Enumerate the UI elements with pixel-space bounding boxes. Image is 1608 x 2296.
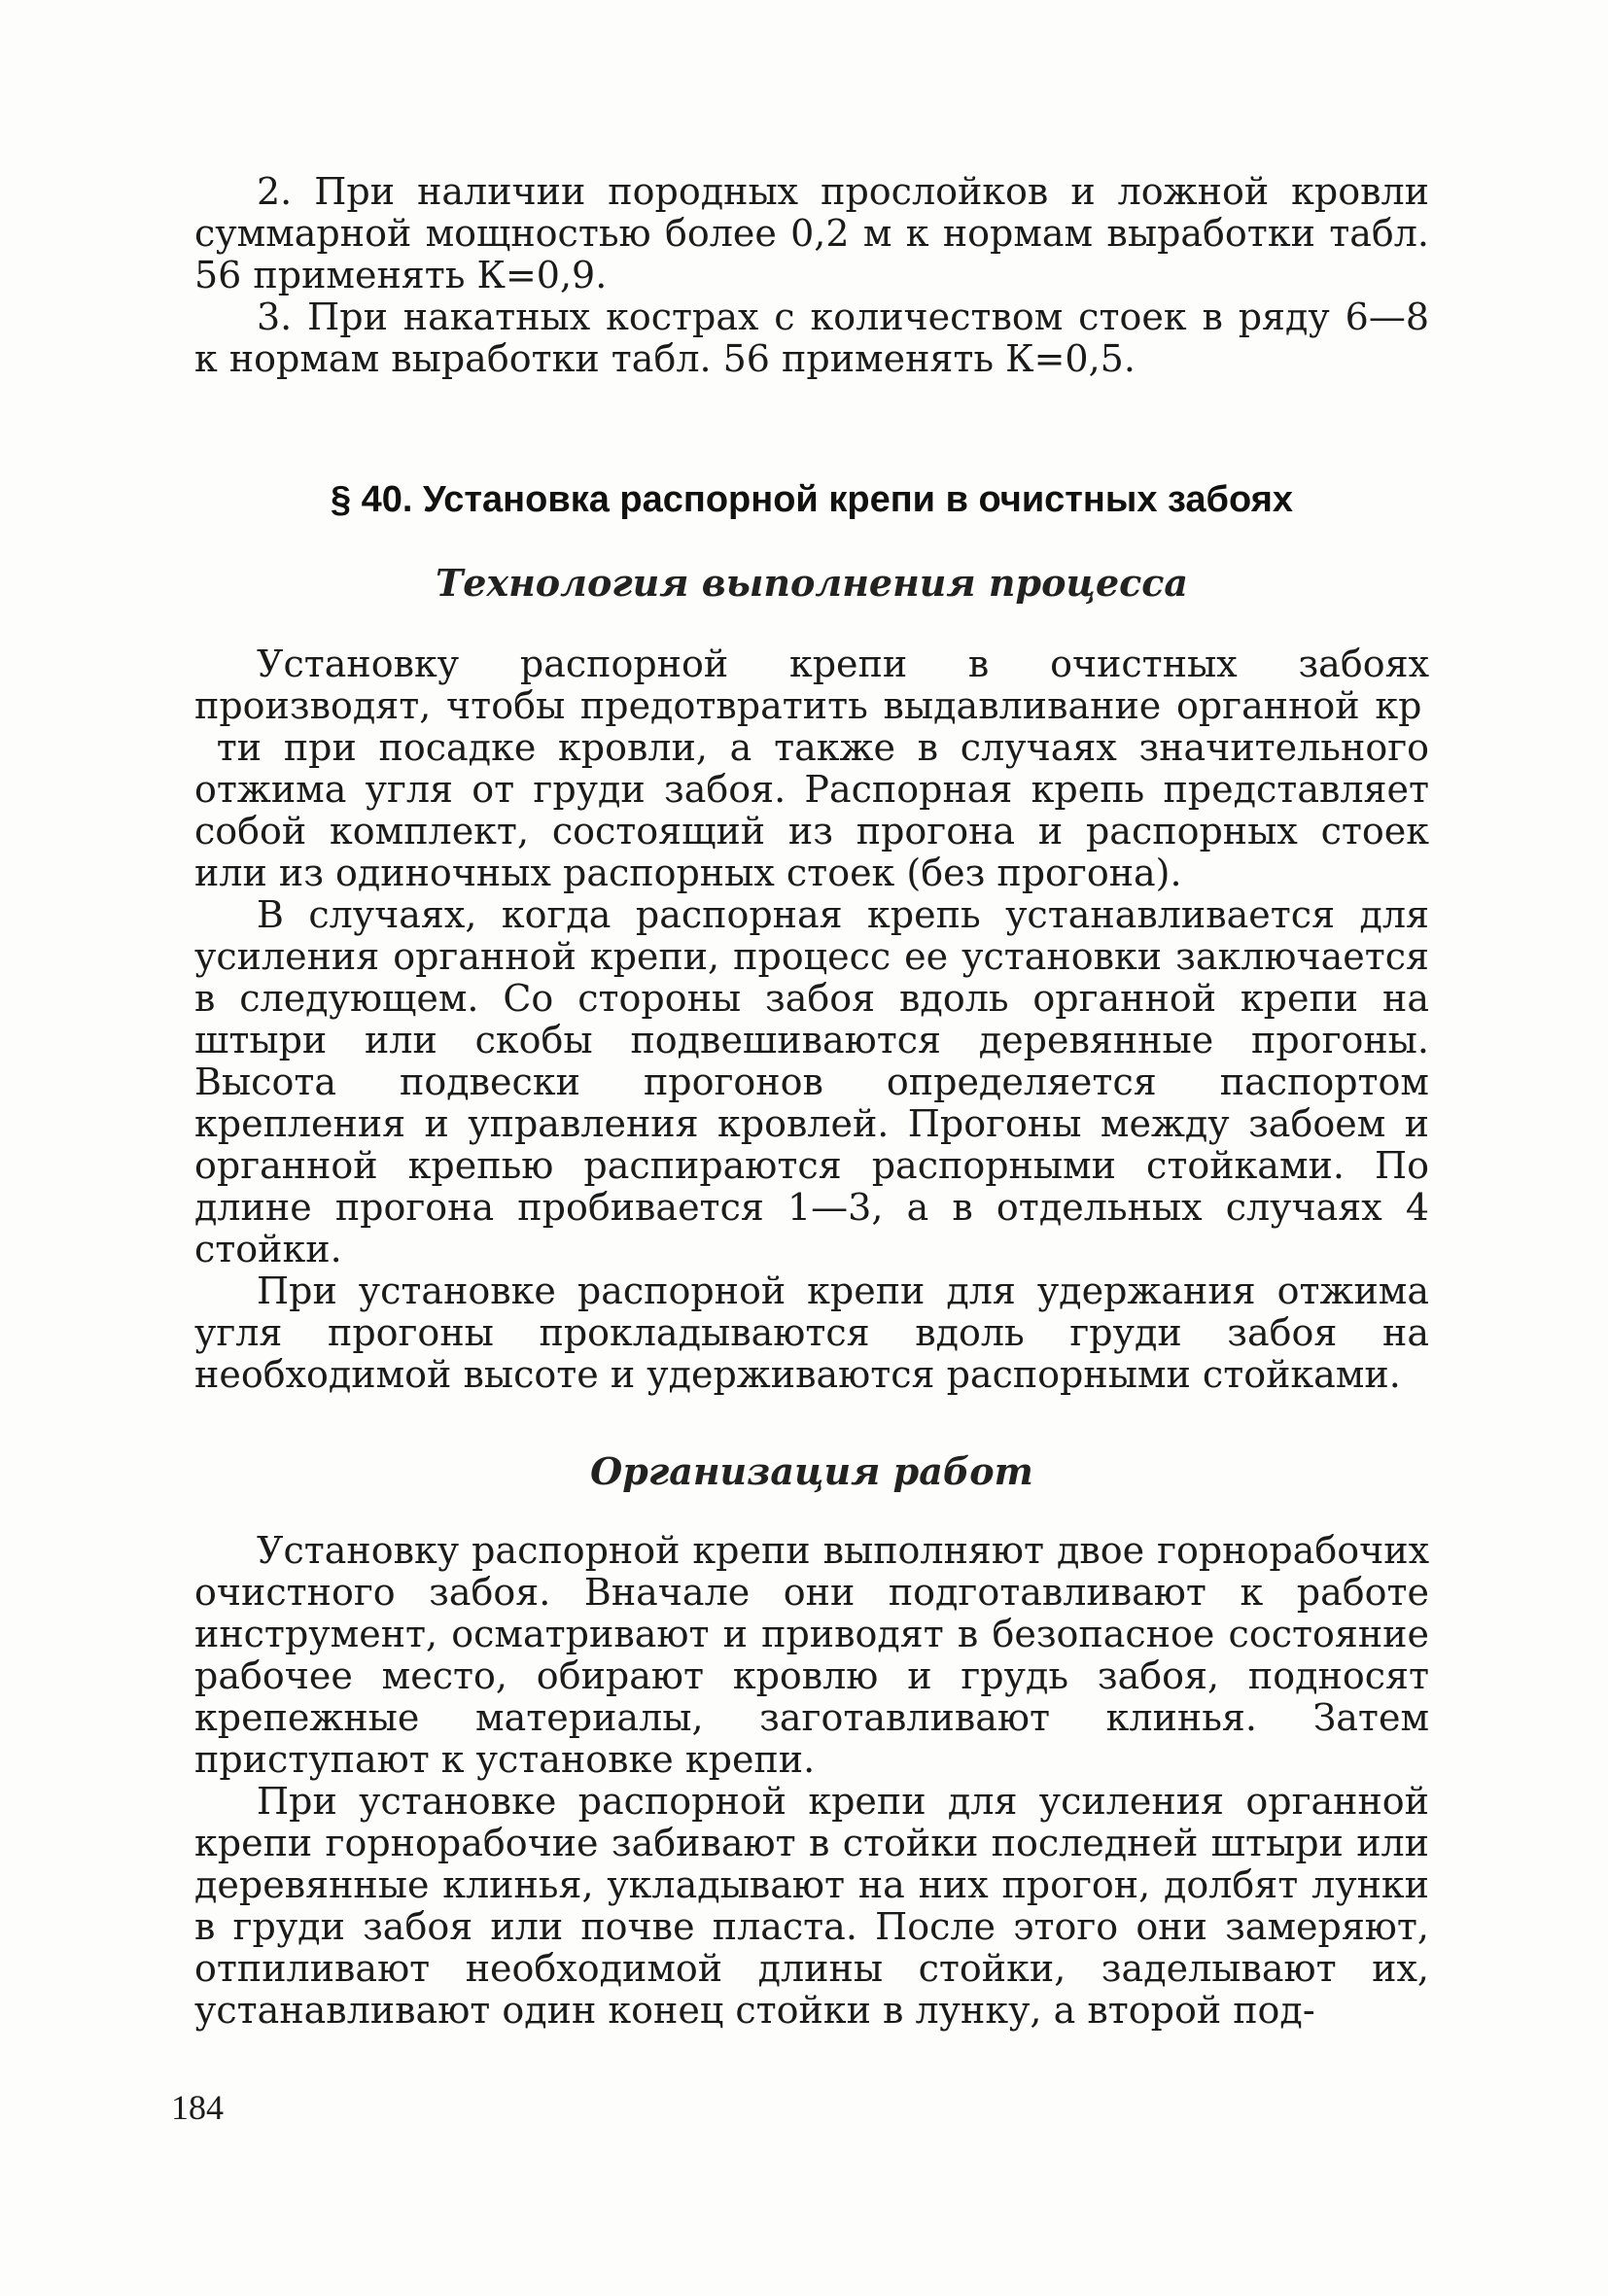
subsection-title: Технология выполнения процесса xyxy=(435,561,1189,605)
paragraph: Установку распорной крепи выполняют двое горнорабочих очистного забоя. Вначале они подготавливают к работе инструмент, осматривают и приводят в безопасное состояние рабочее место, обирают кровлю и грудь забоя, подносят крепежные материалы, заготавливают клинья. Затем приступают к установке крепи. xyxy=(194,1529,1429,1781)
note-2: 2. При наличии породных прослойков и ложной кровли суммарной мощностью более 0,2 м к нормам выработки табл. 56 применять К=0,9. xyxy=(194,170,1429,296)
subsection-organization xyxy=(194,1449,1429,1494)
subsection-technology xyxy=(194,561,1429,606)
paragraph: Установку распорной крепи в очистных забоях производят, чтобы предотвратить выдавливание органной кр ти при посадке кровли, а также в случаях значительного отжима угля от груди забоя. Распорная крепь представляет собой комплект, состоящий из прогона и распорных стоек или из одиночных распорных стоек (без прогона). xyxy=(194,643,1429,894)
section-header-block xyxy=(194,477,1429,522)
subsection-organization-body xyxy=(194,1530,1429,2032)
table-notes xyxy=(194,171,1429,380)
page-number: 184 xyxy=(171,2088,224,2127)
subsection-technology-body xyxy=(194,644,1429,1396)
section-heading: § 40. Установка распорной крепи в очистных забоях xyxy=(330,479,1294,520)
note-3: 3. При накатных кострах с количеством стоек в ряду 6—8 к нормам выработки табл. 56 применять К=0,5. xyxy=(194,296,1429,380)
paragraph: В случаях, когда распорная крепь устанавливается для усиления органной крепи, процесс ее установки заключается в следующем. Со стороны забоя вдоль органной крепи на штыри или скобы подвешиваются деревянные прогоны. Высота подвески прогонов определяется паспортом крепления и управления кровлей. Прогоны между забоем и органной крепью распираются распорными стойками. По длине прогона пробивается 1—3, а в отдельных случаях 4 стойки. xyxy=(194,893,1429,1270)
subsection-title: Организация работ xyxy=(590,1449,1033,1493)
paragraph: При установке распорной крепи для удержания отжима угля прогоны прокладываются вдоль груди забоя на необходимой высоте и удерживаются распорными стойками. xyxy=(194,1270,1429,1396)
paragraph: При установке распорной крепи для усиления органной крепи горнорабочие забивают в стойки последней штыри или деревянные клинья, укладывают на них прогон, долбят лунки в груди забоя или почве пласта. После этого они замеряют, отпиливают необходимой длины стойки, заделывают их, устанавливают один конец стойки в лунку, а второй под- xyxy=(194,1780,1429,2032)
